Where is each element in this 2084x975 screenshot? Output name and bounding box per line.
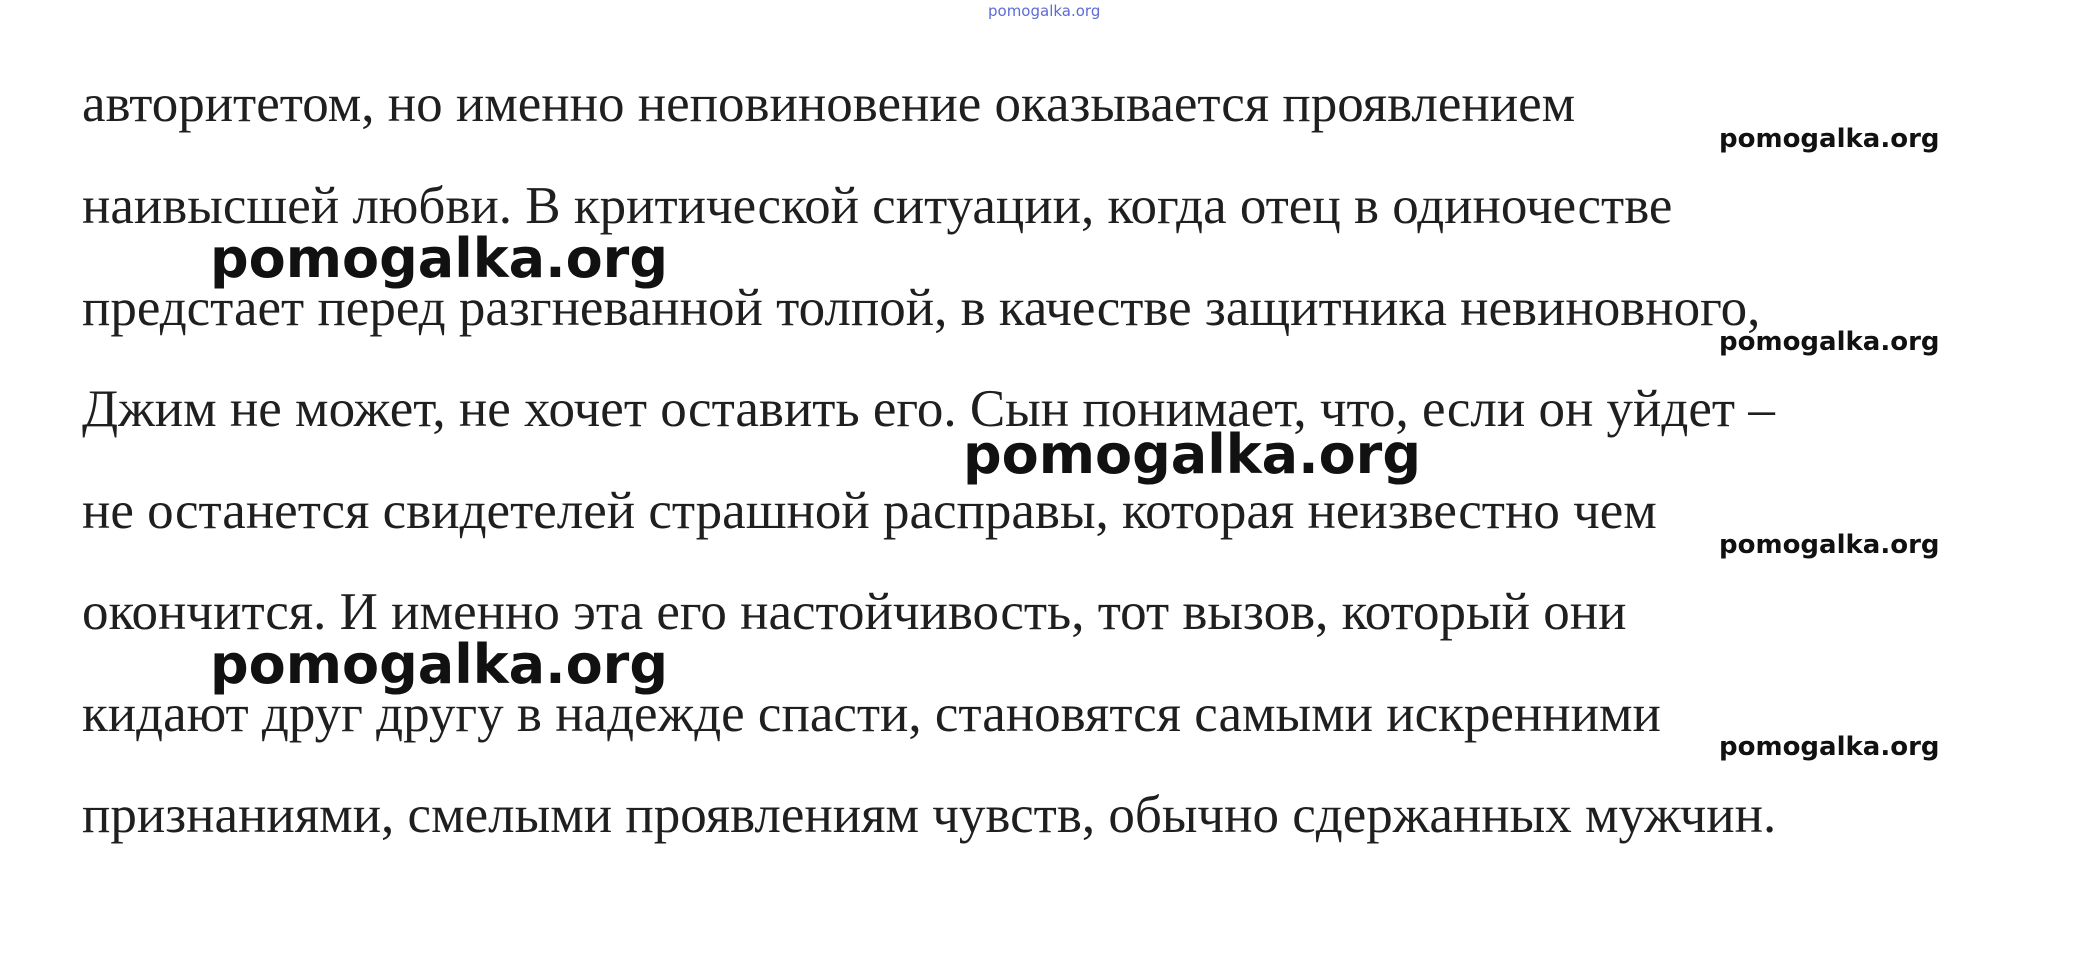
text-line-4: Джим не может, не хочет оставить его. Сын понимает, что, если он уйдет – (82, 380, 1775, 438)
text-line-2: наивысшей любви. В критической ситуации, когда отец в одиночестве (82, 177, 1673, 235)
text-line-1: авторитетом, но именно неповиновение оказывается проявлением (82, 75, 1576, 133)
watermark-small-3: pomogalka.org (1719, 530, 1940, 560)
watermark-large-3: pomogalka.org (210, 633, 668, 696)
text-line-5: не останется свидетелей страшной расправы, которая неизвестно чем (82, 482, 1657, 540)
text-line-3: предстает перед разгневанной толпой, в качестве защитника невиновного, (82, 279, 1761, 337)
text-line-8: признаниями, смелыми проявлениям чувств, обычно сдержанных мужчин. (82, 786, 1777, 844)
watermark-small-4: pomogalka.org (1719, 732, 1940, 762)
text-line-6: окончится. И именно эта его настойчивость, тот вызов, который они (82, 583, 1627, 641)
watermark-small-2: pomogalka.org (1719, 327, 1940, 357)
watermark-large-1: pomogalka.org (210, 227, 668, 290)
watermark-small-1: pomogalka.org (1719, 124, 1940, 154)
text-line-7: кидают друг другу в надежде спасти, становятся самыми искренними (82, 685, 1661, 743)
watermark-large-2: pomogalka.org (963, 423, 1421, 486)
site-link[interactable]: pomogalka.org (988, 2, 1101, 20)
